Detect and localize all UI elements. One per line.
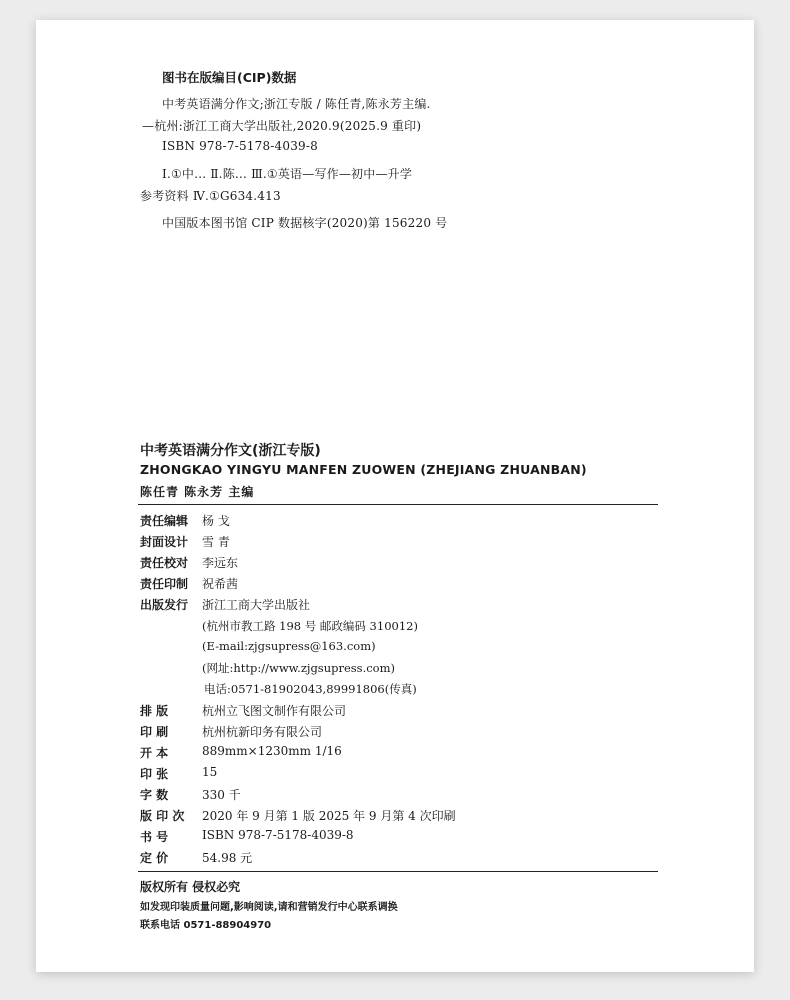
copyright-notice: 版权所有 侵权必究 xyxy=(140,880,241,894)
spec-value: 2020 年 9 月第 1 版 2025 年 9 月第 4 次印刷 xyxy=(202,809,456,823)
spec-label: 版 印 次 xyxy=(140,809,185,823)
spec-value: 15 xyxy=(202,765,218,779)
book-title-cn: 中考英语满分作文(浙江专版) xyxy=(140,443,321,459)
cip-line: 中国版本图书馆 CIP 数据核字(2020)第 156220 号 xyxy=(162,216,448,230)
spec-value: 杭州杭新印务有限公司 xyxy=(202,725,323,739)
contact-phone: 联系电话 0571-88904970 xyxy=(140,920,272,931)
spec-value: ISBN 978-7-5178-4039-8 xyxy=(202,828,354,842)
credit-label: 责任编辑 xyxy=(140,514,189,528)
spec-label: 开 本 xyxy=(140,746,169,760)
quality-notice: 如发现印装质量问题,影响阅读,请和营销发行中心联系调换 xyxy=(140,902,398,913)
divider-top xyxy=(138,504,658,505)
cip-line: 参考资料 Ⅳ.①G634.413 xyxy=(140,189,281,203)
copyright-page xyxy=(36,20,754,972)
publisher-email: (E-mail:zjgsupress@163.com) xyxy=(202,639,376,653)
cip-heading: 图书在版编目(CIP)数据 xyxy=(162,70,297,85)
credit-label: 责任校对 xyxy=(140,556,189,570)
cip-line: ISBN 978-7-5178-4039-8 xyxy=(162,139,318,153)
cip-line: 中考英语满分作文;浙江专版 / 陈任青,陈永芳主编. xyxy=(162,97,431,111)
spec-label: 印 刷 xyxy=(140,725,169,739)
divider-bottom xyxy=(138,871,658,872)
spec-value: 889mm×1230mm 1/16 xyxy=(202,744,342,758)
spec-value: 330 千 xyxy=(202,788,241,802)
publisher-address: (杭州市教工路 198 号 邮政编码 310012) xyxy=(202,619,418,633)
credit-label: 封面设计 xyxy=(140,535,189,549)
credit-value: 李远东 xyxy=(202,556,239,570)
credit-value: 祝希茜 xyxy=(202,577,239,591)
credit-label: 责任印制 xyxy=(140,577,189,591)
spec-value: 54.98 元 xyxy=(202,851,253,865)
book-title-pinyin: ZHONGKAO YINGYU MANFEN ZUOWEN (ZHEJIANG ZHUANBAN) xyxy=(140,462,587,477)
credit-value: 浙江工商大学出版社 xyxy=(202,598,311,612)
spec-label: 印 张 xyxy=(140,767,169,781)
book-editors: 陈任青 陈永芳 主编 xyxy=(140,485,255,499)
spec-label: 书 号 xyxy=(140,830,169,844)
cip-line: —杭州:浙江工商大学出版社,2020.9(2025.9 重印) xyxy=(142,119,422,133)
credit-value: 杨 戈 xyxy=(202,514,230,528)
publisher-phone: 电话:0571-81902043,89991806(传真) xyxy=(204,682,417,696)
spec-label: 字 数 xyxy=(140,788,169,802)
spec-label: 排 版 xyxy=(140,704,169,718)
cip-line: Ⅰ.①中… Ⅱ.陈… Ⅲ.①英语—写作—初中—升学 xyxy=(162,167,413,181)
credit-label: 出版发行 xyxy=(140,598,189,612)
spec-value: 杭州立飞图文制作有限公司 xyxy=(202,704,347,718)
publisher-website: (网址:http://www.zjgsupress.com) xyxy=(202,661,395,675)
credit-value: 雪 青 xyxy=(202,535,230,549)
spec-label: 定 价 xyxy=(140,851,169,865)
